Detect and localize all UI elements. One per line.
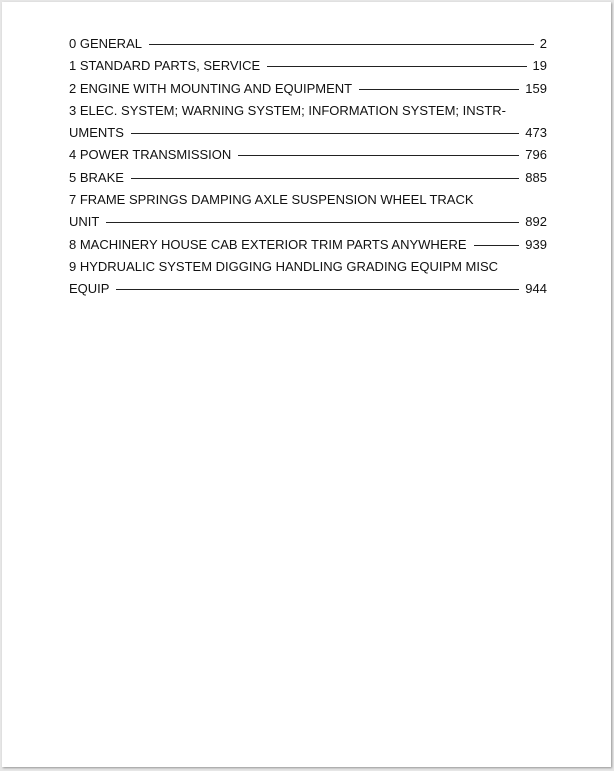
toc-leader-line (131, 178, 519, 179)
toc-leader-line (116, 289, 519, 290)
toc-entry-hydraulic-system[interactable] (69, 256, 547, 301)
toc-entry-title-continued: UMENTS (69, 125, 124, 141)
toc-entry-general[interactable] (69, 33, 547, 55)
toc-entry-title: 7 FRAME SPRINGS DAMPING AXLE SUSPENSION WHEEL TRACK (69, 192, 474, 208)
toc-leader-line (474, 245, 520, 246)
toc-entry-power-transmission[interactable] (69, 144, 547, 166)
toc-page-number: 159 (525, 80, 547, 96)
toc-page-number: 2 (539, 36, 547, 51)
toc-page-number: 885 (525, 169, 547, 185)
toc-leader-line (149, 44, 534, 45)
toc-entry-title: 0 GENERAL (69, 36, 142, 51)
toc-leader-line (106, 222, 519, 223)
toc-entry-frame-springs[interactable] (69, 189, 547, 234)
toc-leader-line (131, 133, 519, 134)
toc-entry-title: 8 MACHINERY HOUSE CAB EXTERIOR TRIM PARTS ANYWHERE (69, 236, 467, 252)
toc-entry-title: 3 ELEC. SYSTEM; WARNING SYSTEM; INFORMATION SYSTEM; INSTR- (69, 102, 506, 118)
toc-page-number: 944 (525, 281, 547, 297)
toc-leader-line (238, 155, 519, 156)
toc-entry-title: 2 ENGINE WITH MOUNTING AND EQUIPMENT (69, 80, 353, 96)
toc-entry-title: 1 STANDARD PARTS, SERVICE (69, 58, 261, 74)
toc-leader-line (267, 66, 526, 67)
toc-entry-standard-parts[interactable] (69, 55, 547, 77)
toc-entry-title: 5 BRAKE (69, 169, 124, 185)
document-page (2, 2, 611, 767)
toc-page-number: 796 (525, 147, 547, 163)
toc-page-number: 19 (532, 58, 547, 74)
toc-entry-title: 9 HYDRUALIC SYSTEM DIGGING HANDLING GRADING EQUIPM MISC (69, 258, 499, 274)
toc-entry-brake[interactable] (69, 167, 547, 189)
toc-entry-title-continued: EQUIP (69, 281, 110, 297)
toc-entry-engine[interactable] (69, 78, 547, 100)
toc-page-number: 892 (525, 214, 547, 230)
toc-page-number: 473 (525, 125, 547, 141)
toc-leader-line (359, 89, 519, 90)
toc-entry-title-continued: UNIT (69, 214, 100, 230)
toc-page-number: 939 (525, 236, 547, 252)
toc-entry-machinery-house[interactable] (69, 234, 547, 256)
table-of-contents (69, 33, 547, 301)
toc-entry-title: 4 POWER TRANSMISSION (69, 147, 232, 163)
toc-entry-electrical-system[interactable] (69, 100, 547, 145)
